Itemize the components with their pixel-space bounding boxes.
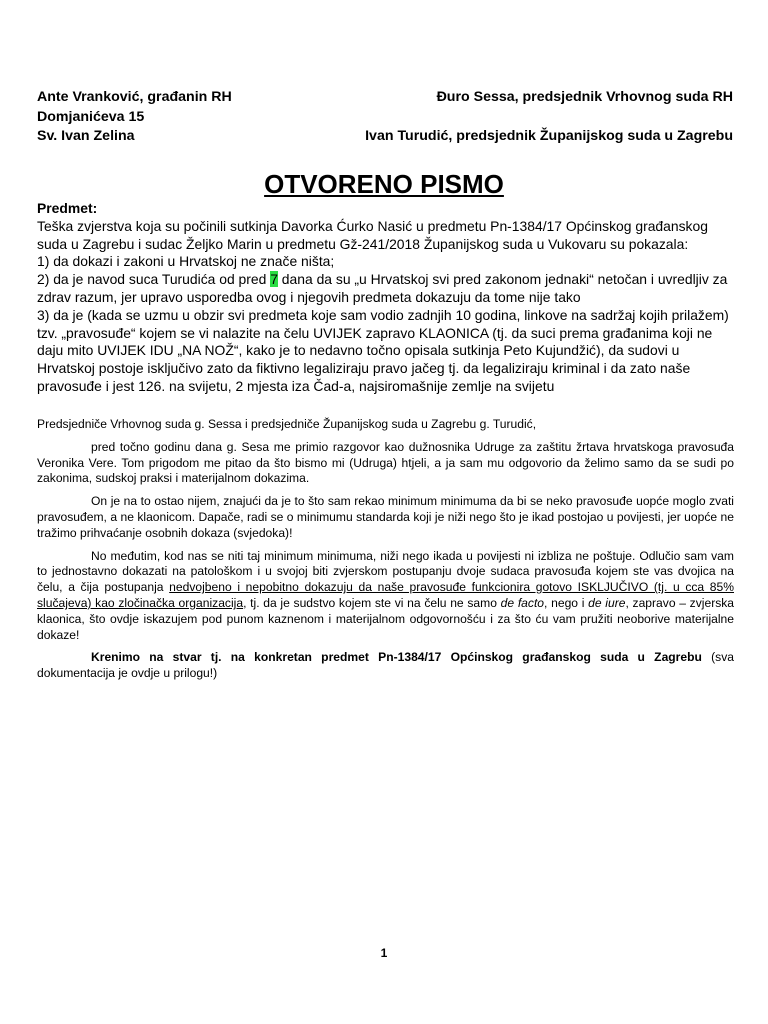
sender-city: Sv. Ivan Zelina	[37, 128, 135, 144]
paragraph-4	[37, 650, 734, 682]
paragraph-3	[37, 549, 734, 644]
sender-name: Ante Vranković, građanin RH	[37, 89, 232, 105]
paragraph-4-bold: Krenimo na stvar tj. na konkretan predmet Pn-1384/17 Općinskog građanskog suda u Zagrebu	[91, 650, 702, 665]
paragraph-3-b: , tj. da je sudstvo kojem ste vi na čelu ne samo	[243, 595, 501, 610]
subject-item-1: 1) da dokazi i zakoni u Hrvatskoj ne znače ništa;	[37, 253, 335, 270]
paragraph-2: On je na to ostao nijem, znajući da je to što sam rekao minimum minimuma da bi se neko pravosuđe uopće moglo zvati pravosuđem, a ne klaonicom. Dapače, radi se o minimumu standarda koji je niži nego što je ikad postojao u povijesti, jer uopće ne tražimo prihvaćanje osobnih dokaza (svjedoka)!	[37, 494, 734, 540]
header-row-2	[37, 107, 733, 127]
paragraph-4-rest: (sva dokumentacija je ovdje u prilogu!)	[37, 650, 734, 681]
recipient-1: Đuro Sessa, predsjednik Vrhovnog suda RH	[436, 89, 733, 105]
subject-item-3: 3) da je (kada se uzmu u obzir svi predmeta koje sam vodio zadnjih 10 godina, linkove na sadržaj kojih prilažem) tzv. „pravosuđe“ kojem se vi nalazite na čelu UVIJEK zapravo KLAONICA (tj. da suci prema građanima koji ne daju mito UVIJEK IDU „NA NOŽ“, kako je to nedavno točno opisala sutkinja Peto Kujundžić), da sudovi u Hrvatskoj postoje isključivo zato da fiktivno legaliziraju pravo jačeg tj. da legaliziraju kriminal i da zato naše pravosuđe i jest 126. na svijetu, 2 mjesta iza Čad-a, najsiromašnije zemlje na svijetu	[37, 306, 729, 394]
paragraph-3-a: No međutim, kod nas se niti taj minimum minimuma, niži nego ikada u povijesti ni izbliza ne poštuje. Odlučio sam vam to jednostavno dokazati na patološkom i u svojoj biti zvjerskom postupanju dvoje sudaca pravosuđa kojem ste vas dvojica na čelu, a čija postupanja	[37, 548, 734, 595]
recipient-2: Ivan Turudić, predsjednik Županijskog suda u Zagrebu	[365, 128, 733, 144]
subject-label: Predmet:	[37, 200, 98, 216]
subject-item-2-text-b: dana da su „u Hrvatskoj svi pred zakonom jednaki“ netočan i uvredljiv za zdrav razum, jer upravo usporedba ovog i njegovih predmeta dokazuju da tome nije tako	[37, 271, 728, 305]
italic-de-facto: de facto	[500, 595, 545, 610]
paragraph-3-c: , nego i	[544, 595, 589, 610]
document-title: OTVORENO PISMO	[264, 169, 504, 199]
header-row-3	[37, 126, 733, 146]
subject-item-2-text-a: 2) da je navod suca Turudića od pred	[37, 271, 271, 288]
header-row-1	[37, 87, 733, 107]
sender-street: Domjanićeva 15	[37, 109, 145, 125]
greeting: Predsjedniče Vrhovnog suda g. Sessa i predsjedniče Županijskog suda u Zagrebu g. Turudić,	[37, 417, 537, 431]
underlined-statement: nedvojbeno i nepobitno dokazuju da naše pravosuđe funkcionira gotovo ISKLJUČIVO (tj. u cca 85% slučajeva) kao zločinačka organizacija	[37, 580, 734, 610]
page-number: 1	[380, 946, 388, 960]
subject-item-2	[37, 271, 737, 307]
paragraph-1: pred točno godinu dana g. Sesa me primio razgovor kao dužnosnika Udruge za zaštitu žrtava hrvatskoga pravosuđa Veronika Vere. Tom prigodom me pitao da što bismo mi (Udruga) htjeli, a ja sam mu odgovorio da želimo samo da se sudi po zakonima, sudskoj praksi i materijalnom dokazima.	[37, 439, 734, 486]
highlighted-number: 7	[270, 271, 278, 288]
paragraph-3-d: , zapravo – zvjerska klaonica, što ovdje iskazujem pod punom kaznenom i materijalnom odgovornošću i za što ću vam pružiti neoborive materijalne dokaze!	[37, 595, 735, 642]
letter-body	[37, 417, 734, 682]
subject-intro: Teška zvjerstva koja su počinili sutkinja Davorka Ćurko Nasić u predmetu Pn-1384/17 Općinskog građanskog suda u Zagrebu i sudac Željko Marin u predmetu Gž-241/2018 Županijskog suda u Vukovaru su pokazala:	[37, 217, 708, 252]
italic-de-iure: de iure	[588, 595, 626, 610]
subject-block	[37, 200, 737, 396]
